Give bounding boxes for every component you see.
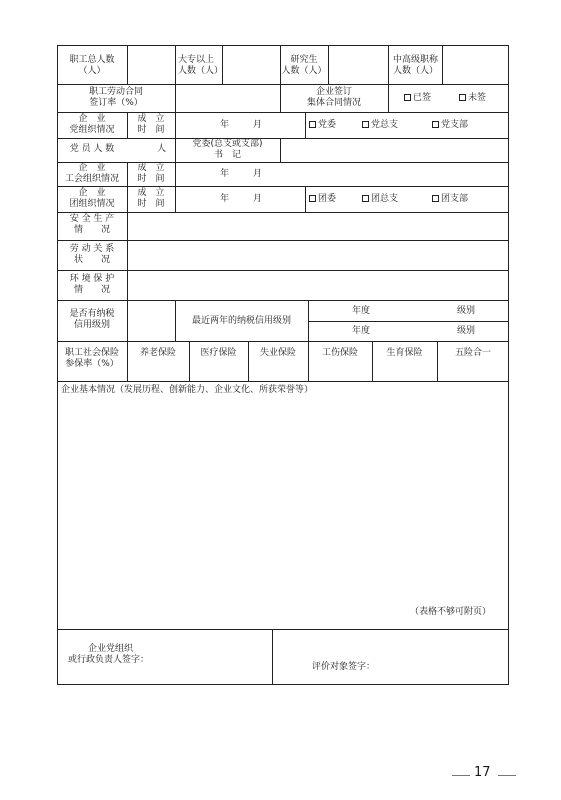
- graduate-count-label: 研究生 人数（人）: [281, 55, 327, 76]
- party-members-label: 党 员 人 数: [69, 144, 115, 154]
- unsigned-option[interactable]: 未签: [459, 93, 486, 104]
- maternity-insurance-label: 生育保险: [386, 348, 423, 358]
- col-divider: [175, 45, 176, 84]
- five-in-one-label: 五险合一: [454, 348, 491, 358]
- row-divider: [57, 212, 509, 213]
- party-branch-checkbox[interactable]: [432, 121, 439, 128]
- col-divider: [328, 45, 329, 84]
- collective-contract-label: 企业签订 集体合同情况: [306, 87, 361, 108]
- party-leader-signature-label: 企业党组织 或行政负责人签字：: [68, 644, 150, 665]
- col-divider: [127, 300, 128, 341]
- row-divider: [57, 138, 509, 139]
- party-committee-option[interactable]: 党委: [309, 120, 336, 131]
- page-number-rule-left: [452, 775, 470, 776]
- page-number-rule-right: [498, 775, 516, 776]
- tax-level-2-label: 级别: [457, 326, 476, 336]
- party-general-branch-option[interactable]: 党总支: [362, 120, 398, 131]
- col-divider: [280, 138, 281, 162]
- col-divider: [305, 186, 306, 212]
- youth-committee-option[interactable]: 团委: [309, 194, 336, 205]
- row-divider: [308, 321, 509, 322]
- party-members-unit: 人: [157, 144, 167, 154]
- youth-committee-checkbox[interactable]: [309, 195, 316, 202]
- party-general-branch-checkbox[interactable]: [362, 121, 369, 128]
- target-signature-label: 评价对象签字：: [312, 662, 376, 672]
- youth-est-time-label: 成 立 时 间: [137, 188, 165, 209]
- col-divider: [127, 45, 128, 84]
- environment-label: 环 境 保 护 情 况: [69, 274, 115, 295]
- medical-insurance-label: 医疗保险: [200, 348, 237, 358]
- signed-checkbox[interactable]: [404, 94, 411, 101]
- tax-recent-label: 最近两年的纳税信用级别: [191, 316, 291, 326]
- tax-level-1-label: 级别: [457, 306, 476, 316]
- youth-month-label: 月: [253, 194, 263, 204]
- col-divider: [127, 341, 128, 381]
- youth-year-label: 年: [220, 194, 230, 204]
- row-divider: [57, 112, 509, 113]
- col-divider: [175, 84, 176, 112]
- col-divider: [175, 112, 176, 138]
- party-est-time-label: 成 立 时 间: [137, 114, 165, 135]
- unsigned-checkbox[interactable]: [459, 94, 466, 101]
- col-divider: [308, 300, 309, 341]
- page-number: 17: [474, 765, 491, 780]
- pension-insurance-label: 养老保险: [139, 348, 176, 358]
- union-year-label: 年: [220, 169, 230, 179]
- row-divider: [57, 300, 509, 301]
- union-est-time-label: 成 立 时 间: [137, 163, 165, 184]
- labor-relations-label: 劳 动 关 系 状 况: [69, 244, 115, 265]
- row-divider: [57, 240, 509, 241]
- row-divider: [57, 186, 509, 187]
- col-divider: [189, 341, 190, 381]
- party-branch-option[interactable]: 党支部: [432, 120, 468, 131]
- row-divider: [57, 270, 509, 271]
- union-org-label: 企 业 工会组织情况: [64, 163, 119, 184]
- youth-org-label: 企 业 团组织情况: [69, 188, 115, 209]
- party-secretary-label: 党委(总支或支部) 书 记: [192, 139, 263, 160]
- basic-info-label: 企业基本情况（发展历程、创新能力、企业文化、所获荣誉等）: [61, 385, 314, 395]
- contract-rate-label: 职工劳动合同 签订率（%）: [88, 87, 143, 108]
- col-divider: [305, 112, 306, 138]
- party-org-label: 企 业 党组织情况: [69, 114, 115, 135]
- col-divider: [222, 45, 223, 84]
- row-divider: [57, 84, 509, 85]
- col-divider: [437, 341, 438, 381]
- senior-title-count-label: 中高级职称 人数（人）: [392, 55, 438, 76]
- total-staff-label: 职工总人数 （人）: [69, 55, 115, 76]
- college-count-label: 大专以上 人数（人）: [178, 55, 224, 76]
- union-month-label: 月: [253, 169, 263, 179]
- youth-general-branch-checkbox[interactable]: [362, 195, 369, 202]
- youth-branch-checkbox[interactable]: [432, 195, 439, 202]
- col-divider: [442, 45, 443, 84]
- party-committee-checkbox[interactable]: [309, 121, 316, 128]
- injury-insurance-label: 工伤保险: [321, 348, 358, 358]
- attachment-note: （表格不够可附页）: [410, 607, 492, 617]
- safety-label: 安 全 生 产 情 况: [69, 214, 115, 235]
- youth-branch-option[interactable]: 团支部: [432, 194, 468, 205]
- row-divider: [57, 629, 509, 630]
- tax-credit-label: 是否有纳税 信用级别: [69, 309, 115, 330]
- basic-info-field[interactable]: [58, 398, 508, 603]
- col-divider: [372, 341, 373, 381]
- col-divider: [248, 341, 249, 381]
- col-divider: [308, 341, 309, 381]
- tax-year-2-label: 年度: [352, 326, 371, 336]
- insurance-rate-label: 职工社会保险 参保率（%）: [64, 348, 119, 369]
- tax-year-1-label: 年度: [352, 306, 371, 316]
- col-divider: [272, 629, 273, 685]
- col-divider: [175, 186, 176, 212]
- row-divider: [57, 381, 509, 382]
- youth-general-branch-option[interactable]: 团总支: [362, 194, 398, 205]
- signed-option[interactable]: 已签: [404, 93, 431, 104]
- col-divider: [127, 212, 128, 300]
- unemployment-insurance-label: 失业保险: [259, 348, 296, 358]
- party-year-label: 年: [220, 120, 230, 130]
- col-divider: [388, 84, 389, 112]
- col-divider: [175, 162, 176, 186]
- party-month-label: 月: [253, 120, 263, 130]
- row-divider: [57, 341, 509, 342]
